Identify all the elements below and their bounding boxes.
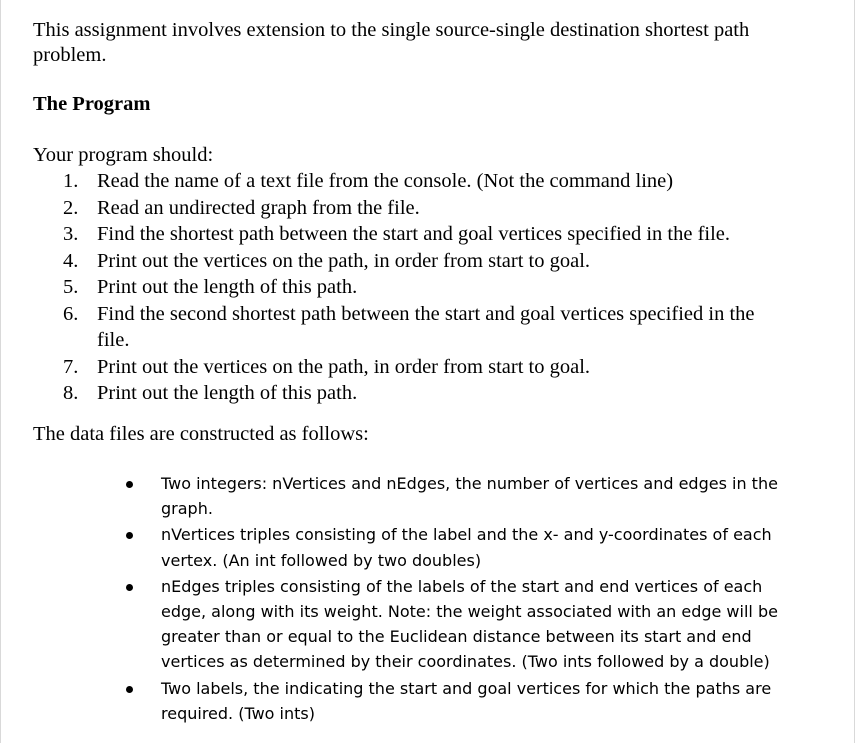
step-text: Print out the length of this path. [97, 382, 358, 404]
lead-paragraph: Your program should: [33, 144, 214, 166]
bullet-icon [126, 584, 133, 591]
step-item [1, 354, 777, 381]
step-number: 1. [63, 170, 79, 192]
step-number: 2. [63, 196, 79, 219]
step-text: Find the shortest path between the start and goal vertices specified in the file. [97, 223, 731, 245]
bullet-icon [126, 481, 133, 488]
bullet-text: nEdges triples consisting of the labels of the start and end vertices of each edge, along with its weight. Note: the weight associated with an edge will be greater than or equal to the Euclidean distance between its start and end vertices as determined by their coordinates. (Two ints followed by a double) [161, 576, 778, 672]
step-item [1, 301, 777, 354]
step-item [1, 195, 777, 222]
step-number: 4. [63, 249, 79, 272]
bullet-text: nVertices triples consisting of the label and the x- and y-coordinates of each vertex. (An int followed by two doubles) [161, 525, 772, 570]
bullet-item [1, 522, 786, 572]
step-item [1, 248, 777, 275]
step-item [1, 274, 777, 301]
step-text: Print out the vertices on the path, in order from start to goal. [97, 355, 591, 378]
step-number: 7. [63, 355, 79, 378]
bullet-icon [126, 532, 133, 539]
bullet-item [1, 676, 786, 726]
step-text: Read an undirected graph from the file. [97, 196, 420, 219]
bullet-text: Two integers: nVertices and nEdges, the number of vertices and edges in the graph. [161, 474, 778, 519]
bullet-item [1, 574, 786, 675]
section-heading: The Program [33, 93, 151, 115]
bullet-text: Two labels, the indicating the start and goal vertices for which the paths are required. (Two ints) [161, 678, 772, 723]
step-text: Read the name of a text file from the console. (Not the command line) [97, 170, 674, 192]
step-item [1, 168, 777, 195]
step-item [1, 221, 777, 248]
bullet-icon [126, 686, 133, 693]
program-steps-list [1, 168, 777, 407]
step-number: 5. [63, 276, 79, 298]
step-number: 8. [63, 382, 79, 404]
step-item [1, 380, 777, 407]
step-number: 6. [63, 302, 79, 325]
step-text: Find the second shortest path between the start and goal vertices specified in the file. [97, 302, 755, 351]
datafiles-paragraph: The data files are constructed as follows: [33, 423, 369, 445]
file-format-list [1, 471, 786, 727]
step-text: Print out the vertices on the path, in order from start to goal. [97, 249, 591, 272]
intro-paragraph: This assignment involves extension to the single source-single destination shortest path problem. [33, 19, 750, 66]
step-text: Print out the length of this path. [97, 276, 358, 298]
step-number: 3. [63, 223, 79, 245]
bullet-item [1, 471, 786, 521]
